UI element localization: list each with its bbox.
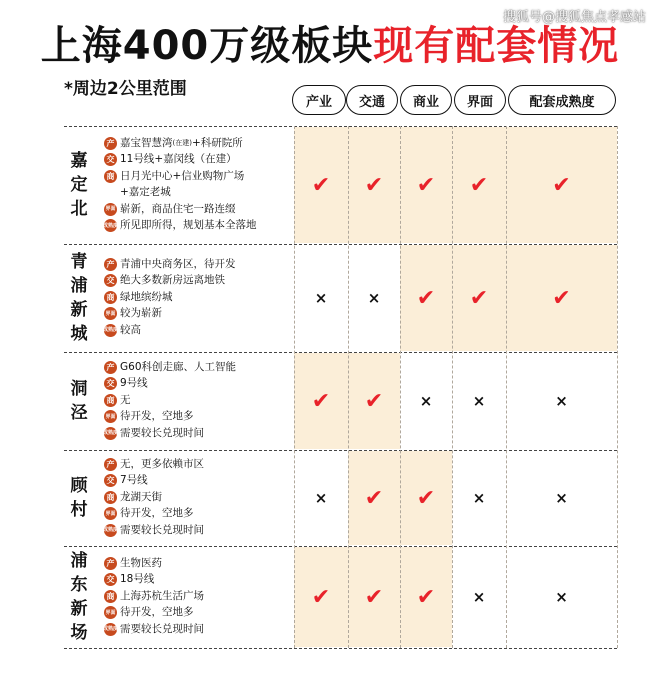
- industry-line: [104, 556, 290, 572]
- check-icon: ✔: [416, 285, 436, 311]
- rating-cell: [400, 353, 452, 449]
- rating-cell: [506, 127, 617, 243]
- row-divider: [64, 648, 617, 649]
- interface-badge: 界面: [104, 507, 117, 520]
- region-name: [64, 352, 94, 450]
- cross-icon: ×: [314, 289, 328, 307]
- region-description: [104, 360, 290, 443]
- maturity-text: 需要较长兑现时间: [120, 426, 204, 439]
- rating-cell: [400, 451, 452, 545]
- traffic-line: [104, 572, 290, 588]
- cross-icon: ×: [472, 588, 486, 606]
- maturity-text: 较高: [120, 323, 141, 336]
- rating-cell: [506, 353, 617, 449]
- maturity-badge: 成熟度: [104, 524, 117, 537]
- industry-line: [104, 257, 290, 273]
- region-char: 洞: [70, 379, 88, 399]
- traffic-line: [104, 152, 290, 168]
- commerce-badge: 商: [104, 291, 117, 304]
- rating-cell: [452, 547, 506, 647]
- region-char: 新: [70, 300, 88, 320]
- rating-cell: [452, 353, 506, 449]
- industry-badge: 产: [104, 458, 117, 471]
- rating-cell: [294, 451, 348, 545]
- column-header-maturity: 配套成熟度: [508, 85, 616, 115]
- interface-line: [104, 409, 290, 425]
- commerce-text: 日月光中心+信业购物广场: [120, 169, 245, 182]
- maturity-badge: 成熟度: [104, 219, 117, 232]
- rating-cell: [348, 451, 400, 545]
- rating-cell: [452, 245, 506, 351]
- rating-cell: [294, 245, 348, 351]
- check-icon: ✔: [311, 584, 331, 610]
- interface-badge: 界面: [104, 203, 117, 216]
- commerce-badge: 商: [104, 170, 117, 183]
- maturity-line: [104, 426, 290, 442]
- maturity-text: 需要较长兑现时间: [120, 622, 204, 635]
- region-description: [104, 457, 290, 540]
- traffic-badge: 交: [104, 377, 117, 390]
- maturity-line: [104, 523, 290, 539]
- commerce-badge: 商: [104, 491, 117, 504]
- region-char: 定: [70, 175, 88, 195]
- column-divider: [506, 126, 507, 648]
- rating-cell: [294, 127, 348, 243]
- commerce-badge: 商: [104, 394, 117, 407]
- column-header-interface: 界面: [454, 85, 506, 115]
- column-divider: [617, 126, 618, 648]
- industry-line: [104, 360, 290, 376]
- maturity-badge: 成熟度: [104, 324, 117, 337]
- rating-cell: [348, 245, 400, 351]
- check-icon: ✔: [416, 584, 436, 610]
- interface-line: [104, 506, 290, 522]
- interface-line: [104, 306, 290, 322]
- cross-icon: ×: [472, 392, 486, 410]
- maturity-line: [104, 622, 290, 638]
- commerce-line: [104, 490, 290, 506]
- industry-line: [104, 457, 290, 473]
- region-description: [104, 136, 290, 235]
- title-red: 现有配套情况: [373, 23, 620, 69]
- scope-note: *周边2公里范围: [64, 79, 187, 99]
- rating-cell: [506, 547, 617, 647]
- region-char: 东: [70, 575, 88, 595]
- commerce-continued: +嘉定老城: [120, 186, 171, 198]
- interface-badge: 界面: [104, 410, 117, 423]
- industry-suffix: +科研院所: [191, 136, 243, 149]
- interface-text: 待开发，空地多: [120, 507, 194, 520]
- maturity-badge: 成熟度: [104, 623, 117, 636]
- interface-text: 待开发，空地多: [120, 606, 194, 619]
- check-icon: ✔: [552, 285, 571, 311]
- maturity-text: 需要较长兑现时间: [120, 523, 204, 536]
- rating-cell: [294, 547, 348, 647]
- industry-badge: 产: [104, 258, 117, 271]
- check-icon: ✔: [364, 485, 384, 511]
- traffic-text: 7号线: [120, 474, 148, 487]
- traffic-text: 绝大多数新房远离地铁: [120, 274, 225, 287]
- check-icon: ✔: [364, 172, 384, 198]
- column-header-industry: 产业: [292, 85, 346, 115]
- commerce-text: 龙湖天街: [120, 490, 162, 503]
- interface-badge: 界面: [104, 606, 117, 619]
- traffic-text: 11号线+嘉闵线（在建）: [120, 153, 237, 165]
- commerce-line: [104, 290, 290, 306]
- interface-text: 待开发，空地多: [120, 410, 194, 423]
- cross-icon: ×: [419, 392, 433, 410]
- cross-icon: ×: [314, 489, 328, 507]
- rating-cell: [452, 451, 506, 545]
- rating-cell: [294, 353, 348, 449]
- rating-cell: [400, 245, 452, 351]
- column-header-commerce: 商业: [400, 85, 452, 115]
- check-icon: ✔: [416, 485, 436, 511]
- column-divider: [294, 126, 295, 648]
- region-char: 浦: [70, 551, 88, 571]
- rating-cell: [452, 127, 506, 243]
- industry-text: 无，更多依赖市区: [120, 457, 204, 470]
- maturity-text: 所见即所得，规划基本全落地: [120, 219, 257, 231]
- industry-note: (在建): [172, 138, 192, 147]
- interface-badge: 界面: [104, 307, 117, 320]
- traffic-badge: 交: [104, 153, 117, 166]
- check-icon: ✔: [469, 285, 489, 311]
- region-name: [64, 546, 94, 648]
- region-char: 场: [70, 623, 88, 643]
- check-icon: ✔: [311, 172, 331, 198]
- traffic-line: [104, 473, 290, 489]
- commerce-line: [104, 589, 290, 605]
- column-divider: [348, 126, 349, 648]
- region-char: 浦: [70, 276, 88, 296]
- region-char: 北: [70, 199, 88, 219]
- maturity-badge: 成熟度: [104, 427, 117, 440]
- commerce-line: [104, 169, 290, 185]
- commerce-badge: 商: [104, 590, 117, 603]
- rating-cell: [348, 127, 400, 243]
- region-name: [64, 126, 94, 244]
- maturity-line: [104, 323, 290, 339]
- interface-text: 崭新，商品住宅一路连缀: [120, 202, 236, 215]
- rating-cell: [348, 353, 400, 449]
- region-char: 村: [70, 500, 88, 520]
- industry-text: G60科创走廊、人工智能: [120, 360, 236, 373]
- commerce-text: 无: [120, 393, 131, 406]
- cross-icon: ×: [472, 489, 486, 507]
- interface-line: [104, 605, 290, 621]
- cross-icon: ×: [555, 392, 568, 410]
- maturity-line: [104, 218, 290, 234]
- column-divider: [400, 126, 401, 648]
- region-description: [104, 556, 290, 639]
- traffic-badge: 交: [104, 573, 117, 586]
- commerce-text: 绿地缤纷城: [120, 290, 173, 303]
- column-header-traffic: 交通: [346, 85, 398, 115]
- commerce-text: 上海苏杭生活广场: [120, 589, 204, 602]
- column-divider: [452, 126, 453, 648]
- cross-icon: ×: [555, 489, 568, 507]
- check-icon: ✔: [311, 388, 331, 414]
- check-icon: ✔: [469, 172, 489, 198]
- traffic-line: [104, 273, 290, 289]
- region-char: 新: [70, 599, 88, 619]
- check-icon: ✔: [364, 388, 384, 414]
- traffic-line: [104, 376, 290, 392]
- region-char: 顾: [70, 476, 88, 496]
- region-name: [64, 450, 94, 546]
- commerce-line: [104, 393, 290, 409]
- rating-cell: [506, 245, 617, 351]
- check-icon: ✔: [416, 172, 436, 198]
- industry-line: [104, 136, 290, 152]
- region-char: 青: [70, 252, 88, 272]
- region-char: 泾: [70, 403, 88, 423]
- watermark: 搜狐号@搜狐焦点孝感站: [502, 10, 646, 25]
- region-char: 嘉: [70, 151, 88, 171]
- traffic-badge: 交: [104, 474, 117, 487]
- industry-badge: 产: [104, 137, 117, 150]
- check-icon: ✔: [552, 172, 571, 198]
- rating-cell: [348, 547, 400, 647]
- rating-cell: [400, 127, 452, 243]
- industry-text: 嘉宝智慧湾: [120, 136, 173, 149]
- region-char: 城: [70, 324, 88, 344]
- traffic-text: 9号线: [120, 377, 148, 390]
- title-black: 上海400万级板块: [40, 23, 374, 69]
- cross-icon: ×: [555, 588, 568, 606]
- industry-badge: 产: [104, 557, 117, 570]
- industry-text: 青浦中央商务区，待开发: [120, 257, 236, 270]
- industry-badge: 产: [104, 361, 117, 374]
- industry-text: 生物医药: [120, 556, 162, 569]
- region-description: [104, 257, 290, 340]
- traffic-text: 18号线: [120, 573, 155, 586]
- interface-line: [104, 202, 290, 218]
- rating-cell: [400, 547, 452, 647]
- traffic-badge: 交: [104, 274, 117, 287]
- rating-cell: [506, 451, 617, 545]
- interface-text: 较为崭新: [120, 307, 162, 320]
- check-icon: ✔: [364, 584, 384, 610]
- cross-icon: ×: [367, 289, 381, 307]
- region-name: [64, 244, 94, 352]
